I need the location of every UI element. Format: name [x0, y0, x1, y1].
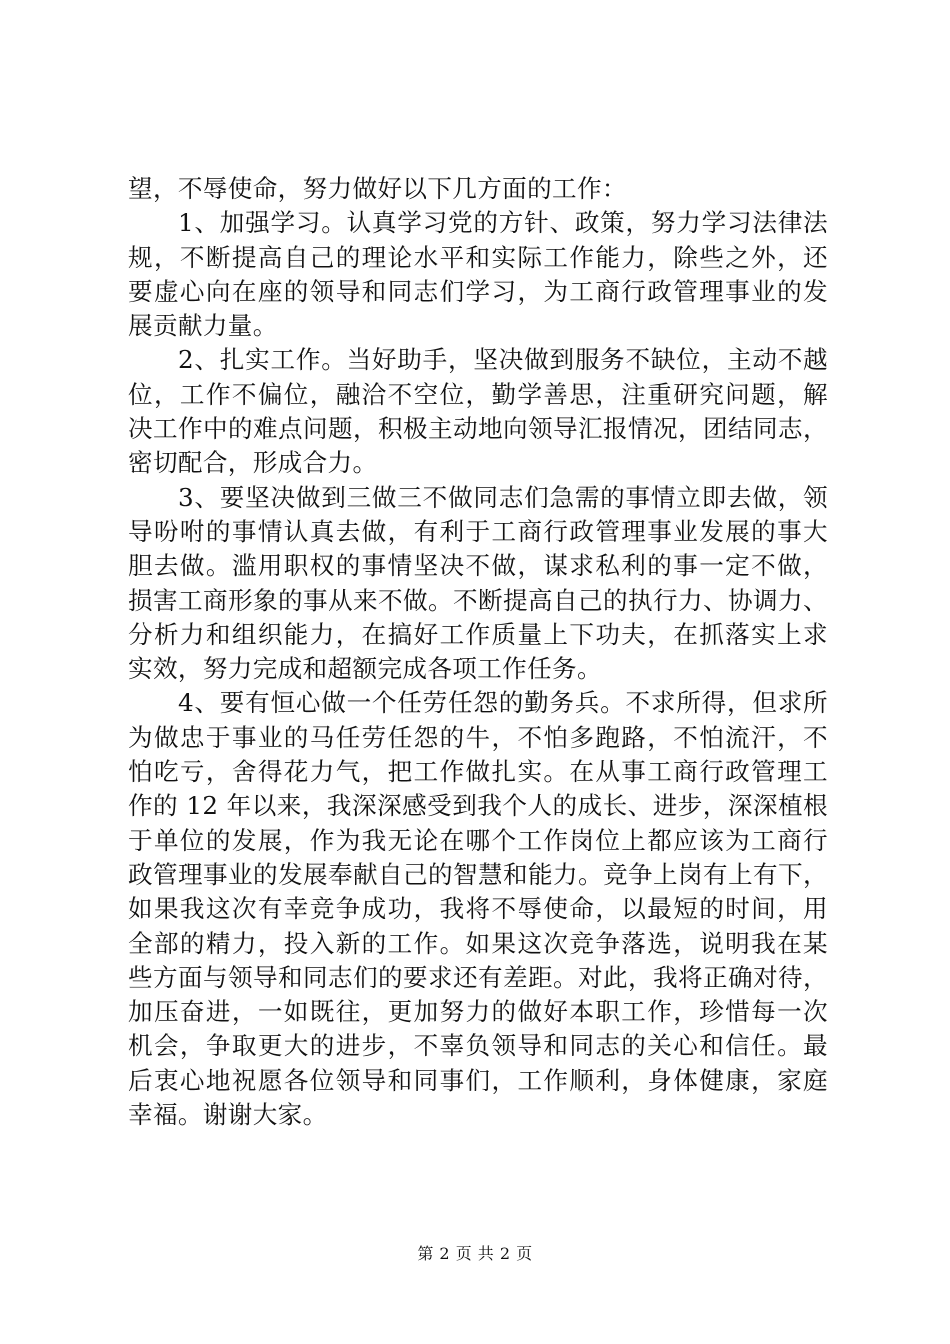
text-line: 为做忠于事业的马任劳任怨的牛，不怕多跑路，不怕流汗，不 — [128, 722, 828, 752]
text-line: 位，工作不偏位，融洽不空位，勤学善思，注重研究问题，解 — [128, 379, 828, 409]
text-line: 密切配合，形成合力。 — [128, 448, 378, 478]
text-line: 胆去做。滥用职权的事情坚决不做，谋求私利的事一定不做， — [128, 551, 828, 581]
text-line: 分析力和组织能力，在搞好工作质量上下功夫，在抓落实上求 — [128, 619, 828, 649]
text-line: 加压奋进，一如既往，更加努力的做好本职工作，珍惜每一次 — [128, 997, 828, 1027]
text-line: 全部的精力，投入新的工作。如果这次竞争落选，说明我在某 — [128, 928, 828, 958]
text-line: 如果我这次有幸竞争成功，我将不辱使命，以最短的时间，用 — [128, 894, 828, 924]
text-line: 决工作中的难点问题，积极主动地向领导汇报情况，团结同志， — [128, 414, 828, 444]
text-line: 作的 12 年以来，我深深感受到我个人的成长、进步，深深植根 — [128, 791, 828, 821]
text-line: 3、要坚决做到三做三不做同志们急需的事情立即去做，领 — [178, 482, 828, 512]
text-line: 些方面与领导和同志们的要求还有差距。对此，我将正确对待， — [128, 962, 828, 992]
text-line: 于单位的发展，作为我无论在哪个工作岗位上都应该为工商行 — [128, 825, 828, 855]
text-line: 怕吃亏，舍得花力气，把工作做扎实。在从事工商行政管理工 — [128, 757, 828, 787]
text-line: 1、加强学习。认真学习党的方针、政策，努力学习法律法 — [178, 208, 828, 238]
text-line: 机会，争取更大的进步，不辜负领导和同志的关心和信任。最 — [128, 1031, 828, 1061]
text-line: 后衷心地祝愿各位领导和同事们，工作顺利，身体健康，家庭 — [128, 1065, 828, 1095]
page-footer: 第 2 页 共 2 页 — [417, 1244, 533, 1263]
text-line: 实效，努力完成和超额完成各项工作任务。 — [128, 654, 602, 684]
text-line: 2、扎实工作。当好助手，坚决做到服务不缺位，主动不越 — [178, 345, 828, 375]
text-line: 导吩咐的事情认真去做，有利于工商行政管理事业发展的事大 — [128, 516, 828, 546]
text-line: 4、要有恒心做一个任劳任怨的勤务兵。不求所得，但求所 — [178, 688, 828, 718]
text-line: 政管理事业的发展奉献自己的智慧和能力。竞争上岗有上有下， — [128, 859, 828, 889]
text-line: 展贡献力量。 — [128, 311, 278, 341]
text-line: 规，不断提高自己的理论水平和实际工作能力，除些之外，还 — [128, 242, 828, 272]
text-line: 望，不辱使命，努力做好以下几方面的工作： — [128, 174, 627, 203]
document-body — [128, 172, 828, 1132]
text-line: 损害工商形象的事从来不做。不断提高自己的执行力、协调力、 — [128, 585, 828, 615]
text-line: 幸福。谢谢大家。 — [128, 1100, 328, 1130]
text-line: 要虚心向在座的领导和同志们学习，为工商行政管理事业的发 — [128, 276, 828, 306]
